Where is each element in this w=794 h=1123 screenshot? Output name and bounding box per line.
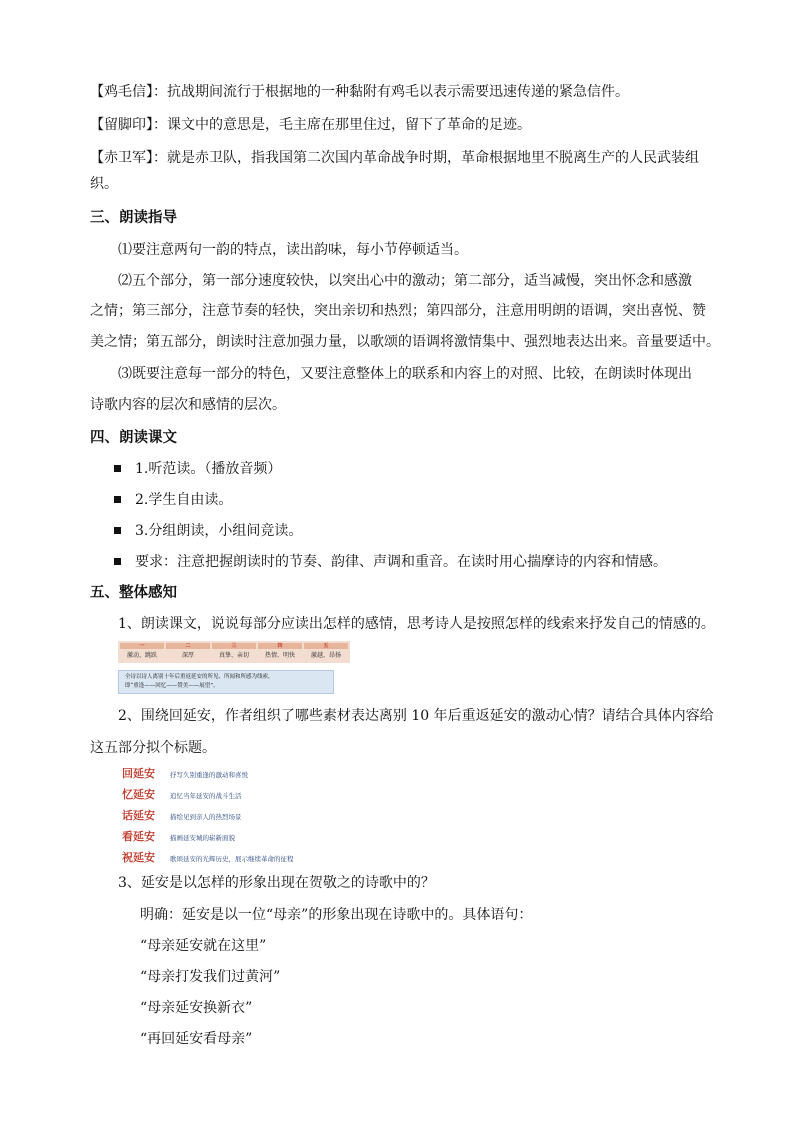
guide-paragraph-2-line-3: 美之情；第五部分，朗读时注意加强力量，以歌颂的语调将激情集中、强烈地表达出来。音量要适中。 [90, 334, 720, 350]
vocab-term: 【留脚印】 [90, 117, 153, 133]
guide-paragraph-2-line-1: ⑵五个部分，第一部分速度较快，以突出心中的激动；第二部分，适当减慢，突出怀念和感激 [118, 273, 692, 289]
quote-line: “母亲延安就在这里” [140, 938, 267, 954]
guide-paragraph-2-line-2: 之情；第三部分，注意节奏的轻快，突出亲切和热烈；第四部分，注意用明朗的语调，突出喜悦、赞 [90, 303, 706, 319]
part-emotion: 激越、昂扬 [310, 652, 341, 659]
emotion-table [118, 641, 350, 663]
title-description: 歌颂延安的光辉历史，展示继续革命的征程 [170, 855, 294, 863]
vocab-def: ：抗战期间流行于根据地的一种黏附有鸡毛以表示需要迅速传递的紧急信件。 [153, 84, 629, 100]
bullet-square-icon [114, 527, 121, 534]
part-number: 一 [120, 643, 164, 649]
title-label: 祝延安 [122, 851, 155, 864]
clue-note-line: 即“重逢——回忆——赞美——展望”。 [125, 683, 219, 689]
title-description: 描绘见到亲人的热烈场景 [170, 813, 242, 821]
guide-paragraph-3-line-2: 诗歌内容的层次和感情的层次。 [90, 397, 286, 413]
part-number: 二 [166, 643, 210, 649]
title-description: 抒写久别重逢的激动和喜悦 [170, 771, 248, 779]
title-label: 回延安 [122, 767, 155, 780]
vocab-term: 【赤卫军】 [90, 150, 153, 166]
part-number: 三 [212, 643, 256, 649]
question-2-line-1: 2、围绕回延安，作者组织了哪些素材表达离别 10 年后重返延安的激动心情？请结合具体内容给 [118, 708, 714, 724]
quote-line: “母亲延安换新衣” [140, 1000, 253, 1016]
title-label: 看延安 [122, 830, 155, 843]
quote-line: “母亲打发我们过黄河” [140, 969, 281, 985]
section-heading-overall-perception: 五、整体感知 [90, 584, 177, 601]
vocab-term: 【鸡毛信】 [90, 84, 153, 100]
bullet-square-icon [114, 465, 121, 472]
vocab-item-3 [90, 148, 699, 168]
vocab-item-1 [90, 82, 629, 102]
vocab-def: ：就是赤卫队，指我国第二次国内革命战争时期，革命根据地里不脱离生产的人民武装组 [153, 150, 699, 166]
bullet-square-icon [114, 558, 121, 565]
part-emotion: 真挚、亲切 [218, 652, 249, 659]
list-item-text: 2.学生自由读。 [135, 492, 233, 508]
part-emotion: 深厚 [181, 652, 194, 659]
list-item [114, 521, 302, 541]
emotion-column [212, 643, 256, 661]
vocab-item-2 [90, 115, 531, 135]
list-item [114, 552, 667, 572]
title-description: 描画延安城的崭新面貌 [170, 834, 235, 842]
list-item-text: 要求：注意把握朗读时的节奏、韵律、声调和重音。在读时用心揣摩诗的内容和情感。 [135, 554, 667, 570]
question-3: 3、延安是以怎样的形象出现在贺敬之的诗歌中的？ [118, 875, 435, 891]
emotion-column [258, 643, 302, 661]
emotion-column [120, 643, 164, 661]
vocab-item-3-continued: 织。 [90, 176, 118, 192]
title-description: 追忆当年延安的战斗生活 [170, 792, 242, 800]
answer-statement: 明确：延安是以一位“母亲”的形象出现在诗歌中的。具体语句： [140, 907, 533, 923]
clue-note-box [118, 670, 334, 694]
part-number: 五 [304, 643, 348, 649]
question-2-line-2: 这五部分拟个标题。 [90, 740, 216, 756]
list-item-text: 1.听范读。（播放音频） [135, 461, 282, 477]
part-emotion: 热情、明快 [264, 652, 295, 659]
emotion-column [166, 643, 210, 661]
emotion-column [304, 643, 348, 661]
part-number: 四 [258, 643, 302, 649]
title-label: 忆延安 [122, 788, 155, 801]
vocab-def: ：课文中的意思是，毛主席在那里住过，留下了革命的足迹。 [153, 117, 531, 133]
section-heading-read-text: 四、朗读课文 [90, 429, 177, 446]
title-label: 话延安 [122, 809, 155, 822]
question-1: 1、朗读课文，说说每部分应读出怎样的感情，思考诗人是按照怎样的线索来抒发自己的情感的。 [118, 616, 715, 632]
list-item-text: 3.分组朗读，小组间竞读。 [135, 523, 303, 539]
section-heading-reading-guide: 三、朗读指导 [90, 209, 177, 226]
clue-note-line: 全诗以诗人离别十年后重返延安的所见、所闻和所感为线索， [125, 674, 274, 680]
bullet-square-icon [114, 496, 121, 503]
part-emotion: 激动、跳跃 [126, 652, 157, 659]
list-item [114, 459, 281, 479]
guide-paragraph-1: ⑴要注意两句一韵的特点，读出韵味，每小节停顿适当。 [118, 242, 468, 258]
list-item [114, 490, 232, 510]
quote-line: “再回延安看母亲” [140, 1031, 253, 1047]
guide-paragraph-3-line-1: ⑶既要注意每一部分的特色，又要注意整体上的联系和内容上的对照、比较，在朗读时体现出 [118, 366, 692, 382]
